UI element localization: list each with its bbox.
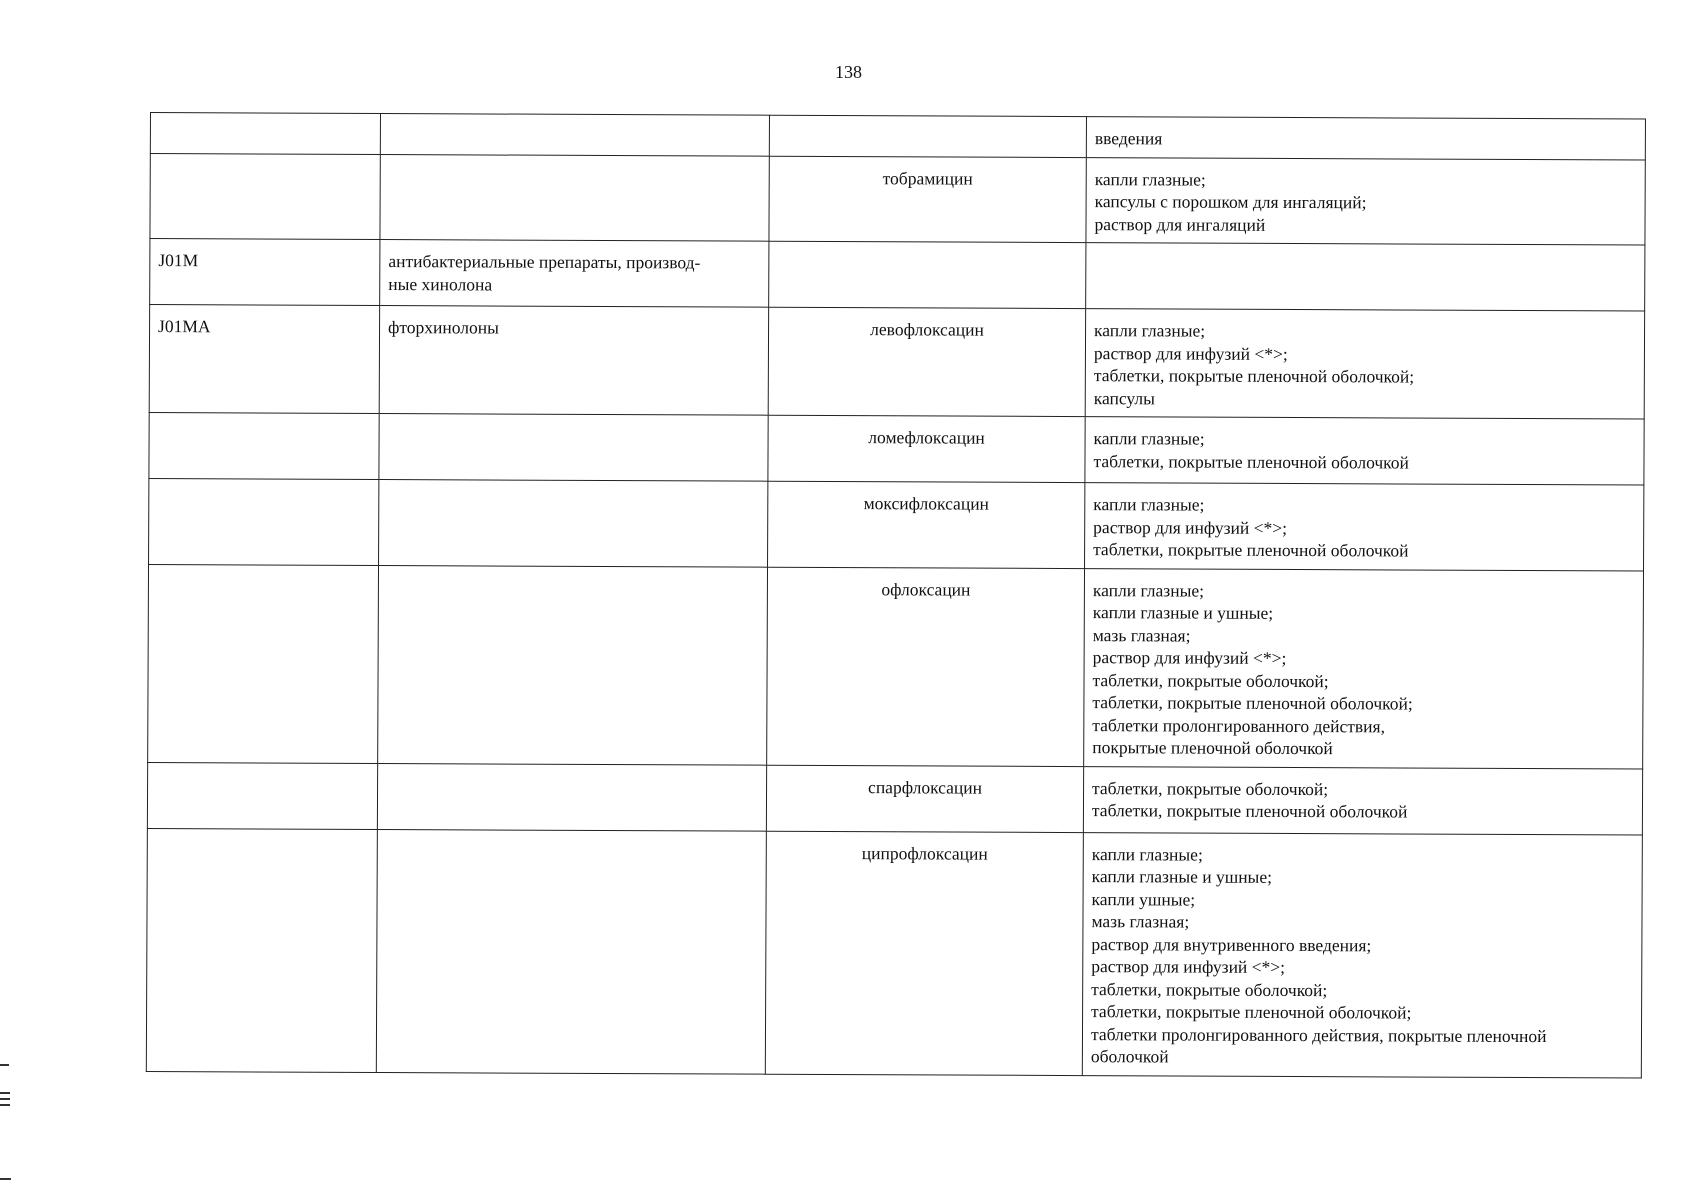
- pharmacological-group-line: фторхинолоны: [388, 317, 499, 338]
- dosage-forms-cell: [1085, 417, 1644, 485]
- pharmacological-group-cell: [379, 414, 768, 482]
- table-row: [148, 564, 1644, 769]
- pharmacological-group-cell: [379, 306, 768, 416]
- drug-name: [777, 252, 1077, 253]
- atc-code: [159, 164, 372, 165]
- atc-code-cell: [150, 153, 380, 240]
- dosage-form-line: капсулы: [1093, 387, 1155, 408]
- dosage-form-line: капли глазные;: [1094, 320, 1206, 341]
- dosage-form-line: таблетки пролонгированного действия,: [1092, 714, 1386, 736]
- dosage-form-line: таблетки, покрытые пленочной оболочкой;: [1093, 365, 1415, 387]
- atc-code: [157, 575, 370, 576]
- drug-name: ципрофлоксацин: [861, 842, 988, 864]
- dosage-form-line: таблетки, покрытые пленочной оболочкой: [1093, 450, 1409, 472]
- drug-name-cell: [768, 481, 1085, 568]
- table-row: [146, 828, 1642, 1078]
- dosage-forms-cell: [1086, 157, 1645, 245]
- dosage-form-line: капли глазные;: [1093, 494, 1205, 515]
- pharmacological-group-cell: [377, 763, 766, 831]
- dosage-form-line: раствор для ингаляций: [1094, 213, 1266, 235]
- pharmacological-group-line: антибактериальные препараты, производ-: [388, 251, 701, 273]
- dosage-form-line: раствор для инфузий <*>;: [1091, 956, 1286, 977]
- dosage-form-line: раствор для инфузий <*>;: [1093, 516, 1288, 538]
- dosage-form-line: таблетки пролонгированного действия, покрытые пленочной: [1090, 1023, 1547, 1046]
- dosage-form-line: капли глазные;: [1092, 579, 1205, 601]
- page-number: 138: [835, 62, 862, 82]
- dosage-form-line: капсулы с порошком для ингаляций;: [1094, 191, 1367, 213]
- dosage-form-line: капли глазные;: [1094, 168, 1206, 190]
- table-row: [149, 305, 1644, 420]
- pharmacological-group-cell: [380, 240, 769, 308]
- drug-name-cell: [769, 156, 1086, 243]
- dosage-form-line: таблетки, покрытые оболочкой;: [1092, 669, 1329, 691]
- atc-code: J01M: [158, 250, 199, 271]
- drug-name: тобрамицин: [882, 167, 973, 189]
- atc-code: [157, 489, 370, 490]
- atc-code: [156, 773, 369, 774]
- scan-edge-marks: [0, 1060, 12, 1190]
- atc-code-cell: [147, 762, 377, 829]
- dosage-form-line: таблетки, покрытые пленочной оболочкой: [1091, 800, 1408, 822]
- table-row: [150, 113, 1645, 160]
- dosage-form-line: капли глазные и ушные;: [1091, 866, 1273, 887]
- dosage-forms-cell: [1084, 568, 1644, 768]
- pharmacological-group-cell: [378, 565, 768, 765]
- dosage-form-line: капли глазные;: [1093, 428, 1205, 449]
- drug-name-cell: [767, 567, 1085, 766]
- medicines-table: [146, 112, 1646, 1078]
- drug-name: офлоксацин: [881, 578, 971, 600]
- dosage-forms-cell: [1086, 117, 1645, 160]
- dosage-form-line: введения: [1094, 128, 1163, 149]
- dosage-form-line: раствор для инфузий <*>;: [1092, 647, 1287, 668]
- table-row: [149, 478, 1644, 570]
- atc-code-cell: [149, 478, 379, 565]
- dosage-forms-cell: [1082, 832, 1642, 1077]
- table-row: [149, 412, 1644, 485]
- dosage-form-line: мазь глазная;: [1091, 911, 1190, 932]
- table-body: [146, 113, 1645, 1078]
- dosage-forms-cell: [1085, 483, 1644, 571]
- dosage-form-line: раствор для внутривенного введения;: [1091, 933, 1372, 955]
- table-row: [147, 762, 1642, 835]
- drug-name-cell: [766, 765, 1083, 832]
- dosage-form-line: оболочкой: [1090, 1046, 1169, 1067]
- dosage-form-line: таблетки, покрытые пленочной оболочкой: [1093, 539, 1409, 561]
- pharmacological-group-cell: [376, 829, 766, 1074]
- dosage-form-line: раствор для инфузий <*>;: [1093, 342, 1288, 364]
- dosage-forms-cell: [1085, 309, 1644, 419]
- drug-name-cell: [769, 115, 1086, 157]
- drug-name-cell: [765, 831, 1083, 1075]
- atc-code-cell: [146, 828, 377, 1072]
- pharmacological-group-cell: [380, 114, 769, 156]
- pharmacological-group-cell: [379, 480, 768, 567]
- drug-name: спарфлоксацин: [868, 776, 983, 798]
- dosage-form-line: капли глазные;: [1091, 843, 1203, 865]
- drug-name-cell: [768, 307, 1085, 416]
- atc-code-cell: [150, 113, 380, 155]
- atc-code: [159, 123, 372, 124]
- atc-code: [156, 839, 369, 840]
- atc-code-cell: [150, 239, 380, 306]
- dosage-form-line: капли глазные и ушные;: [1092, 602, 1274, 623]
- drug-name: ломефлоксацин: [868, 427, 985, 448]
- atc-code: J01MA: [158, 316, 211, 337]
- dosage-form-line: таблетки, покрытые оболочкой;: [1091, 978, 1328, 1000]
- drug-name: моксифлоксацин: [863, 493, 989, 514]
- pharmacological-group-line: ные хинолона: [388, 273, 493, 294]
- dosage-form-line: таблетки, покрытые пленочной оболочкой;: [1091, 1001, 1412, 1023]
- pharmacological-group-cell: [380, 154, 769, 241]
- atc-code: [158, 423, 371, 424]
- atc-code-cell: [149, 305, 379, 414]
- drug-name: [778, 126, 1078, 127]
- dosage-forms-cell: [1083, 766, 1642, 834]
- drug-name-cell: [768, 415, 1085, 482]
- atc-code-cell: [148, 564, 379, 763]
- table-row: [150, 153, 1645, 245]
- dosage-form-line: покрытые пленочной оболочкой: [1092, 737, 1333, 759]
- dosage-forms-cell: [1086, 243, 1645, 311]
- dosage-form-line: таблетки, покрытые пленочной оболочкой;: [1092, 692, 1413, 714]
- table-row: [150, 239, 1645, 312]
- dosage-form-line: таблетки, покрытые оболочкой;: [1092, 777, 1329, 799]
- drug-name-cell: [769, 241, 1086, 308]
- dosage-form-line: мазь глазная;: [1092, 624, 1191, 646]
- atc-code-cell: [149, 412, 379, 479]
- drug-name: левофлоксацин: [870, 319, 984, 340]
- dosage-form-line: капли ушные;: [1091, 888, 1196, 910]
